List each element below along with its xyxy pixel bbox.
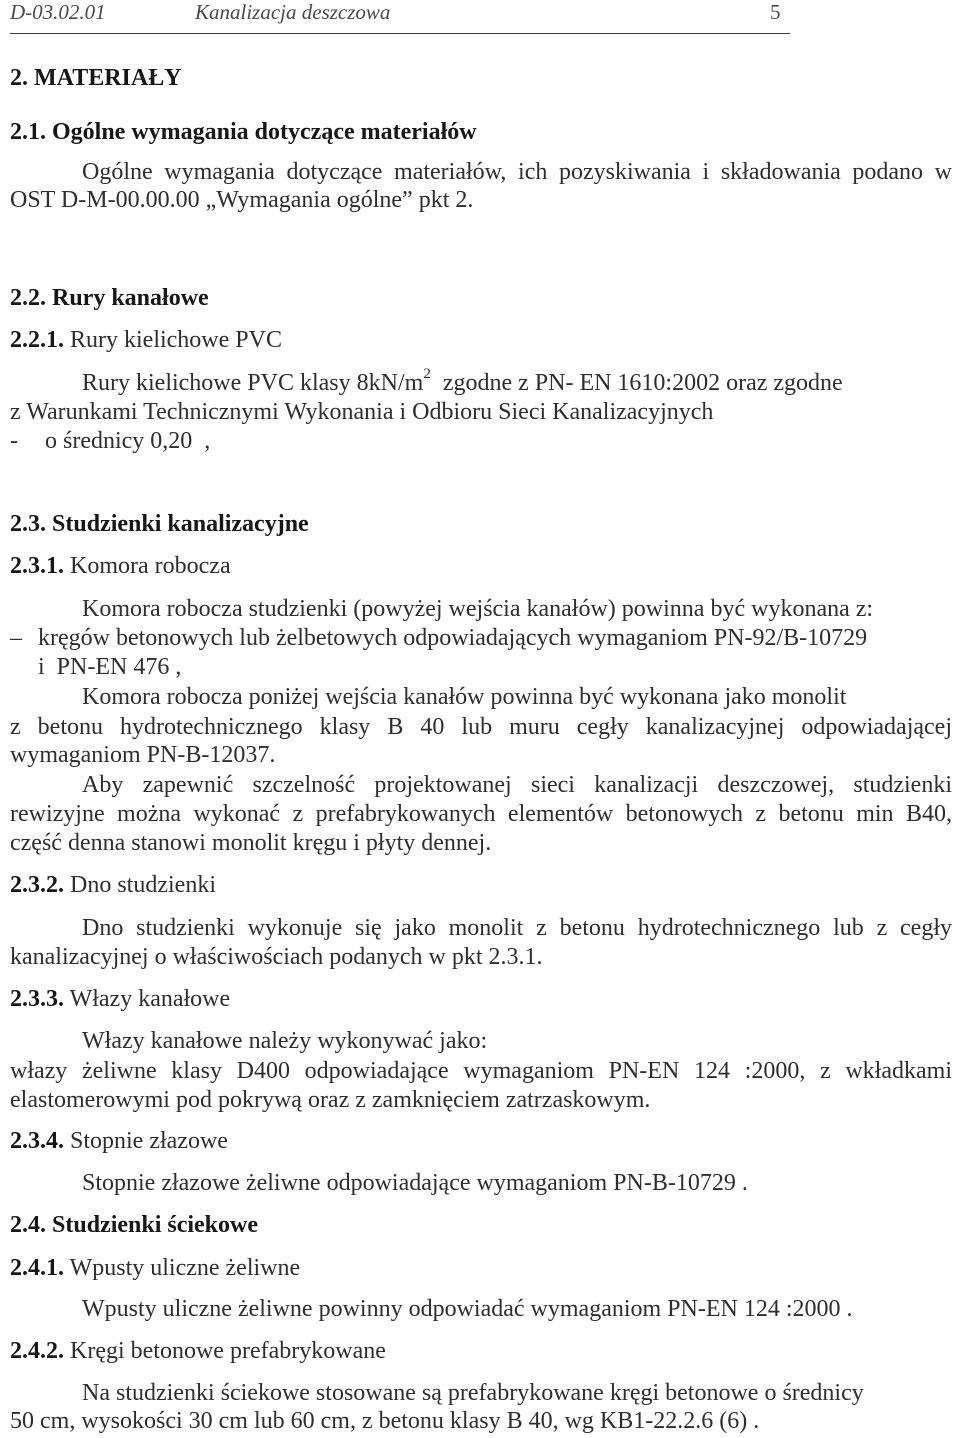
paragraph-line: Komora robocza poniżej wejścia kanałów powinna być wykonana jako monolit (82, 684, 847, 710)
paragraph-line: wymaganiom PN-B-12037. (10, 742, 276, 768)
section-2-3-heading: 2.3. Studzienki kanalizacyjne (10, 511, 309, 537)
list-item (10, 427, 210, 455)
subsection-number: 2.3.3. (10, 986, 64, 1012)
paragraph-line: Stopnie złazowe żeliwne odpowiadające wymaganiom PN-B-10729 . (82, 1170, 748, 1196)
paragraph-line: rewizyjne można wykonać z prefabrykowanych elementów betonowych z betonu min B40, (10, 801, 952, 827)
header-page-number: 5 (770, 0, 781, 24)
section-2-4-heading: 2.4. Studzienki ściekowe (10, 1212, 259, 1238)
subsection-number: 2.4.1. (10, 1255, 64, 1281)
paragraph-line: Włazy kanałowe należy wykonywać jako: (82, 1028, 488, 1054)
paragraph-line: 50 cm, wysokości 30 cm lub 60 cm, z betonu klasy B 40, wg KB1-22.2.6 (6) . (10, 1408, 760, 1434)
paragraph-line: Na studzienki ściekowe stosowane są prefabrykowane kręgi betonowe o średnicy (82, 1380, 864, 1406)
subsection-2-3-3-heading (10, 985, 230, 1013)
paragraph-line: Dno studzienki wykonuje się jako monolit z betonu hydrotechnicznego lub z cegły (82, 915, 952, 941)
subsection-number: 2.3.4. (10, 1128, 64, 1154)
paragraph-line (82, 366, 843, 397)
list-item-text: o średnicy 0,20 , (45, 428, 211, 454)
paragraph-text: Rury kielichowe PVC klasy 8kN/m (82, 370, 424, 396)
subsection-number: 2.3.1. (10, 553, 64, 579)
list-item-text: kręgów betonowych lub żelbetowych odpowiadających wymaganiom PN-92/B-10729 (38, 625, 868, 651)
subsection-title: Dno studzienki (70, 872, 216, 898)
paragraph-line: część denna stanowi monolit kręgu i płyty dennej. (10, 830, 492, 856)
subsection-2-3-4-heading (10, 1127, 228, 1155)
subsection-2-4-2-heading (10, 1337, 386, 1365)
section-2-heading: 2. MATERIAŁY (10, 65, 182, 91)
paragraph-line: włazy żeliwne klasy D400 odpowiadające wymaganiom PN-EN 124 :2000, z wkładkami (10, 1058, 952, 1084)
subsection-number: 2.4.2. (10, 1338, 64, 1364)
subsection-2-4-1-heading (10, 1254, 300, 1282)
paragraph-line: z betonu hydrotechnicznego klasy B 40 lub muru cegły kanalizacyjnej odpowiadającej (10, 714, 952, 740)
header-doc-code: D-03.02.01 (10, 0, 106, 24)
list-marker: – (10, 625, 22, 651)
list-marker: - (10, 428, 18, 454)
subsection-title: Wpusty uliczne żeliwne (69, 1255, 301, 1281)
section-2-2-heading: 2.2. Rury kanałowe (10, 285, 209, 311)
header-rule (10, 33, 790, 34)
subsection-title: Rury kielichowe PVC (70, 327, 282, 353)
paragraph-line: Komora robocza studzienki (powyżej wejścia kanałów) powinna być wykonana z: (82, 596, 874, 622)
subsection-number: 2.3.2. (10, 872, 64, 898)
subsection-2-3-1-heading (10, 552, 231, 580)
paragraph-text: zgodne z PN- EN 1610:2002 oraz zgodne (442, 370, 843, 396)
subsection-2-3-2-heading (10, 871, 216, 899)
subsection-title: Komora robocza (70, 553, 231, 579)
subsection-title: Włazy kanałowe (69, 986, 231, 1012)
section-2-1-heading: 2.1. Ogólne wymagania dotyczące materiałów (10, 119, 477, 145)
paragraph-line: kanalizacyjnej o właściwościach podanych w pkt 2.3.1. (10, 944, 543, 970)
header-doc-title: Kanalizacja deszczowa (195, 0, 391, 24)
paragraph-line: OST D-M-00.00.00 „Wymagania ogólne” pkt 2. (10, 187, 474, 213)
paragraph-line: Ogólne wymagania dotyczące materiałów, ich pozyskiwania i składowania podano w (82, 159, 952, 185)
subsection-title: Kręgi betonowe prefabrykowane (70, 1338, 386, 1364)
list-item-continuation: i PN-EN 476 , (38, 654, 182, 680)
subsection-title: Stopnie złazowe (70, 1128, 228, 1154)
paragraph-line: z Warunkami Technicznymi Wykonania i Odbioru Sieci Kanalizacyjnych (10, 399, 714, 425)
paragraph-line: Wpusty uliczne żeliwne powinny odpowiadać wymaganiom PN-EN 124 :2000 . (82, 1296, 853, 1322)
subsection-number: 2.2.1. (10, 327, 64, 353)
subsection-2-2-1-heading (10, 326, 282, 354)
list-item (10, 624, 867, 652)
superscript: 2 (423, 366, 431, 382)
paragraph-line: elastomerowymi pod pokrywą oraz z zamknięciem zatrzaskowym. (10, 1087, 651, 1113)
paragraph-line: Aby zapewnić szczelność projektowanej sieci kanalizacji deszczowej, studzienki (82, 772, 952, 798)
